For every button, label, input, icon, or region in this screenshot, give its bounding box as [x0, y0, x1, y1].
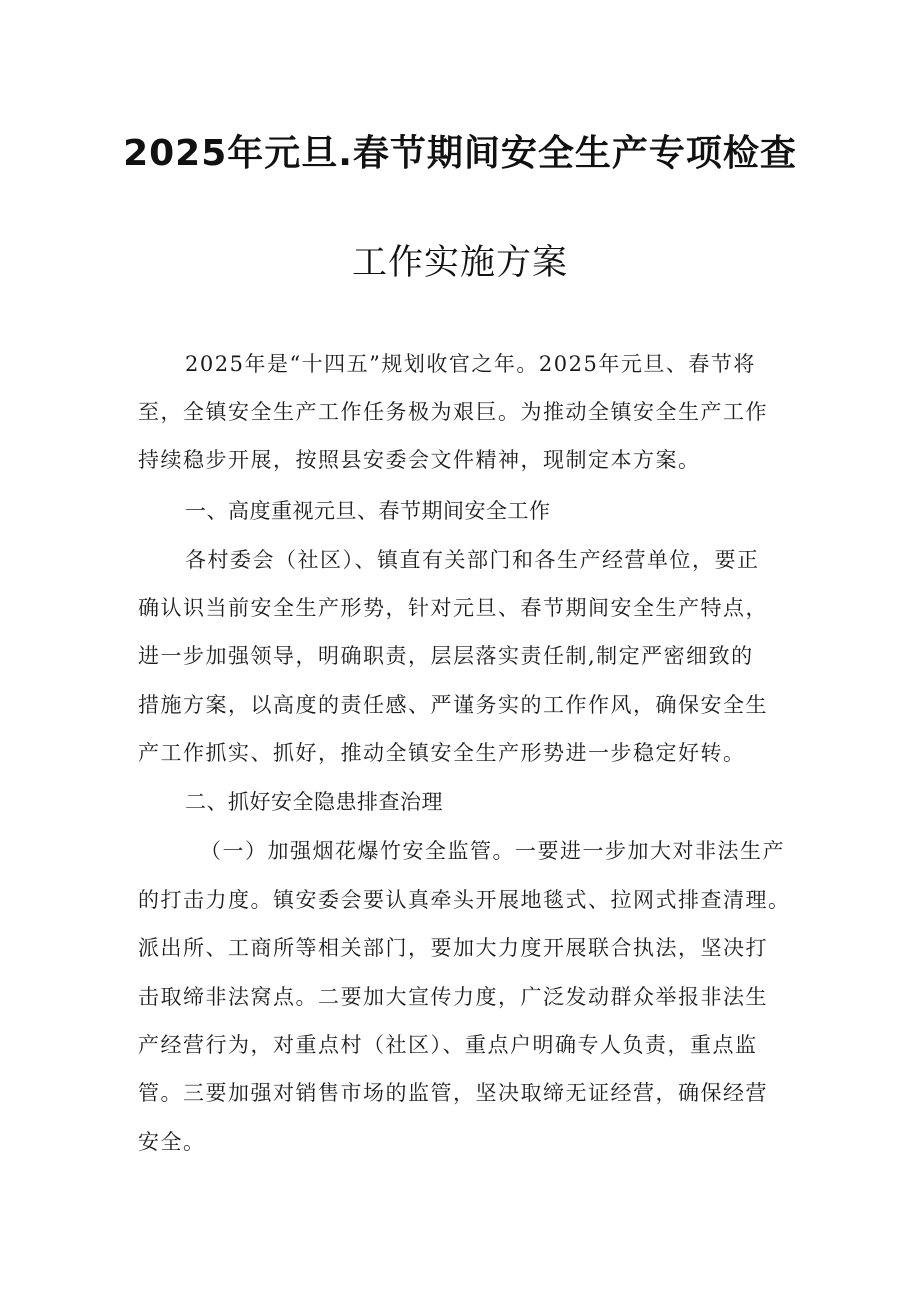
paragraph-line: （一）加强烟花爆竹安全监管。一要进一步加大对非法生产	[200, 839, 785, 863]
document-title-line-2: 工作实施方案	[351, 243, 568, 283]
document-title-line-1: 2025年元旦.春节期间安全生产专项检查	[123, 133, 797, 174]
paragraph-line: 管。三要加强对销售市场的监管，坚决取缔无证经营，确保经营	[138, 1081, 768, 1105]
paragraph-line: 进一步加强领导，明确职责，层层落实责任制,制定严密细致的	[138, 644, 754, 668]
section-heading-2: 二、抓好安全隐患排查治理	[185, 790, 443, 814]
paragraph-line: 派出所、工商所等相关部门，要加大力度开展联合执法，坚决打	[138, 936, 768, 960]
paragraph-line: 的打击力度。镇安委会要认真牵头开展地毯式、拉网式排查清理。	[138, 888, 791, 912]
section-heading-1: 一、高度重视元旦、春节期间安全工作	[185, 499, 551, 523]
paragraph-line: 持续稳步开展，按照县安委会文件精神，现制定本方案。	[138, 448, 701, 472]
paragraph-line: 安全。	[138, 1130, 206, 1154]
paragraph-line: 至，全镇安全生产工作任务极为艰巨。为推动全镇安全生产工作	[138, 400, 768, 424]
paragraph-line: 产工作抓实、抓好，推动全镇安全生产形势进一步稳定好转。	[138, 741, 746, 765]
paragraph-line: 措施方案，以高度的责任感、严谨务实的工作作风，确保安全生	[138, 693, 768, 717]
paragraph-line: 击取缔非法窝点。二要加大宣传力度，广泛发动群众举报非法生	[138, 985, 768, 1009]
paragraph-line: 各村委会（社区）、镇直有关部门和各生产经营单位，要正	[185, 548, 760, 572]
paragraph-line: 2025年是“十四五”规划收官之年。2025年元旦、春节将	[185, 352, 756, 376]
paragraph-line: 确认识当前安全生产形势，针对元旦、春节期间安全生产特点，	[138, 596, 768, 620]
paragraph-line: 产经营行为，对重点村（社区）、重点户明确专人负责，重点监	[138, 1033, 758, 1057]
